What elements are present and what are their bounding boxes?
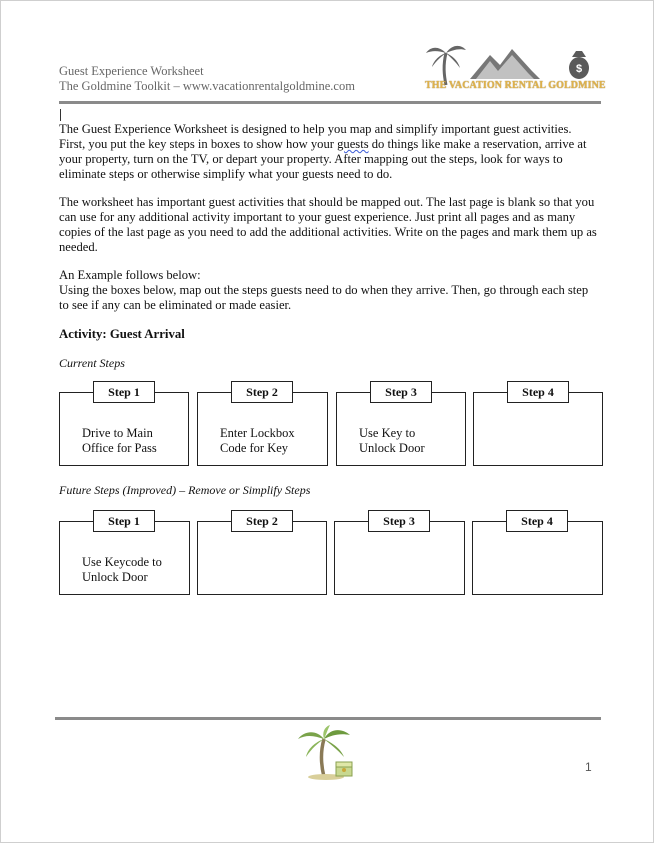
current-step-box: [336, 385, 466, 466]
logo-text: THE VACATION RENTAL GOLDMINE: [425, 80, 606, 91]
intro-paragraph-1: The Guest Experience Worksheet is designed to help you map and simplify important guest activities. First, you put the key steps in boxes to show how your guests do things like make a reservation, arrive at your property, turn on the TV, or depart your property. After mapping out the steps, look for ways to eliminate steps or otherwise simplify what your guests need to do.: [59, 122, 587, 181]
future-steps-label: Future Steps (Improved) – Remove or Simplify Steps: [59, 483, 311, 497]
footer-rule: [55, 717, 601, 720]
step-text: Use Key to Unlock Door: [359, 426, 425, 455]
header-rule: [59, 101, 601, 104]
step-tab: Step 3: [370, 381, 432, 403]
step-text: Use Keycode to Unlock Door: [82, 555, 162, 584]
step-tab: Step 2: [231, 381, 293, 403]
current-step-box: [473, 385, 603, 466]
svg-text:$: $: [575, 63, 583, 75]
step-text: Enter Lockbox Code for Key: [220, 426, 295, 455]
future-step-box: [197, 514, 327, 595]
example-instructions: Using the boxes below, map out the steps guests need to do when they arrive. Then, go through each step to see if any can be eliminated or made easier.: [59, 283, 589, 312]
intro-paragraph-2: The worksheet has important guest activities that should be mapped out. The last page is blank so that you can use for any additional activity important to your guest experience. Just print all pages and as many copies of the last page as you need to add the additional activities. Write on the pages and mark them up as needed.: [59, 195, 597, 254]
step-tab: Step 3: [368, 510, 430, 532]
current-steps-label: Current Steps: [59, 356, 125, 370]
activity-title: Activity: Guest Arrival: [59, 327, 185, 341]
step-tab: Step 2: [231, 510, 293, 532]
header-subtitle: The Goldmine Toolkit – www.vacationrentalgoldmine.com: [59, 79, 355, 93]
future-step-box: [472, 514, 603, 595]
spellcheck-word: guests: [337, 137, 369, 151]
step-tab: Step 4: [506, 510, 568, 532]
step-tab: Step 1: [93, 510, 155, 532]
palm-tree-treasure-icon: [294, 723, 364, 781]
future-step-box: [334, 514, 465, 595]
page-number: 1: [585, 760, 592, 774]
current-step-box: [59, 385, 189, 466]
step-text: Drive to Main Office for Pass: [82, 426, 157, 455]
header-title: Guest Experience Worksheet: [59, 64, 204, 78]
current-step-box: [197, 385, 328, 466]
step-tab: Step 1: [93, 381, 155, 403]
step-tab: Step 4: [507, 381, 569, 403]
future-step-box: [59, 514, 190, 595]
example-heading: An Example follows below:: [59, 268, 201, 282]
text-cursor: [60, 109, 61, 121]
